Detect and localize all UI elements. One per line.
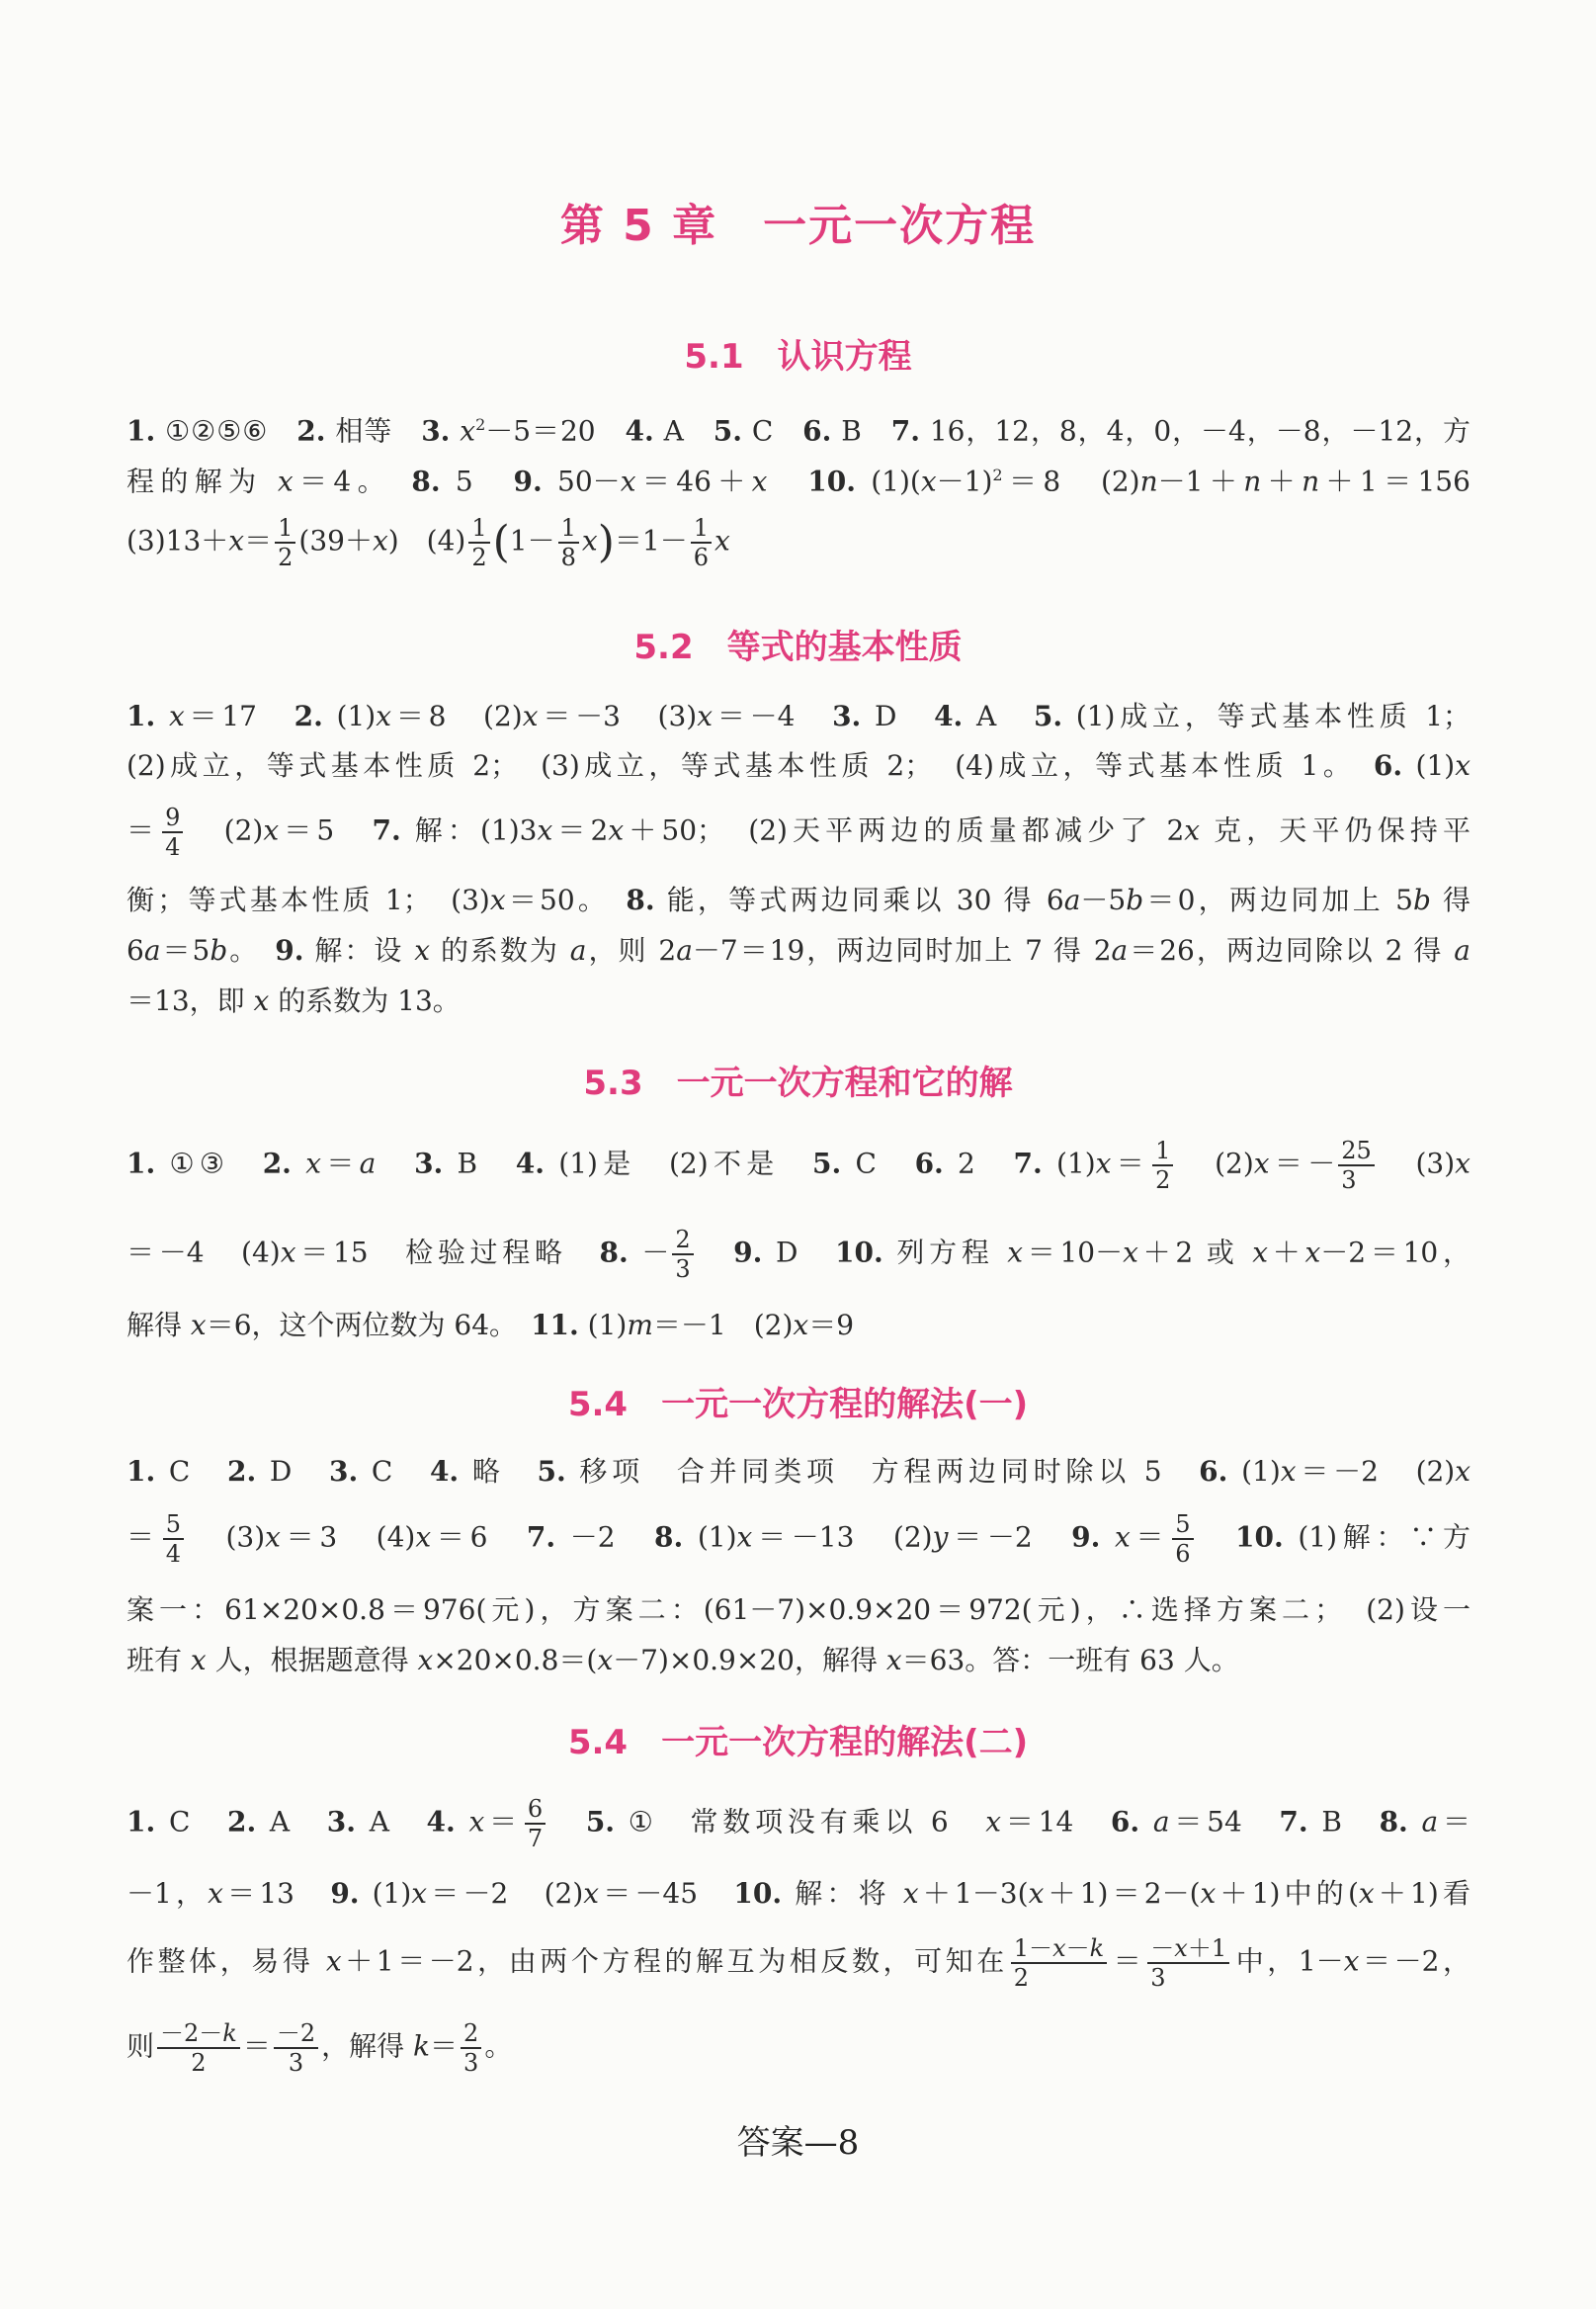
answer-line: 1. ①③ 2. x＝a 3. B 4. (1)是 (2)不是 5. C 6. 2 7. (1)x＝ $\frac{1}{2}$ (2)x＝－ $\frac{25}{3}$ (3)x [126, 1137, 1470, 1194]
answer-line: 作整体，易得 x＋1＝－2，由两个方程的解互为相反数，可知在 $\frac{1-x-k}{2}$ ＝ $\frac{-x+1}{3}$ 中，1－x＝－2， [126, 1934, 1470, 1992]
answer-line: 解得 x＝6，这个两位数为 64。 11. (1)m＝－1 (2)x＝9 [126, 1309, 855, 1341]
answer-line: 程的解为 x＝4。 8. 5 9. 50－x＝46＋x 10. $(1)(x-1)^2=8$ (2)n－1＋n＋n＋1＝156 [126, 465, 1470, 498]
answer-line: 则 $\frac{-2-k}{2}$ ＝ $\frac{-2}{3}$ ，解得 k＝ $\frac{2}{3}$ 。 [126, 2019, 513, 2077]
section-title-5-4-b: 5.4 一元一次方程的解法(二) [567, 1723, 1029, 1762]
answer-line: 1. x＝17 2. (1)x＝8 (2)x＝－3 (3)x＝－4 3. D 4. A 5. (1)成立，等式基本性质 1； [126, 700, 1471, 732]
answer-line: 1. C 2. D 3. C 4. 略 5. 移项 合并同类项 方程两边同时除以 5 6. (1)x＝－2 (2)x [126, 1455, 1471, 1488]
answer-line: 6a＝5b。 9. 解：设 x 的系数为 a，则 2a－7＝19，两边同时加上 7 得 2a＝26，两边同除以 2 得 a [126, 934, 1470, 967]
page-number: 答案—8 [736, 2123, 860, 2163]
section-title-5-2: 5.2 等式的基本性质 [633, 628, 963, 667]
answer-line: 衡；等式基本性质 1； (3)x＝50。 8. 能，等式两边同乘以 30 得 6a－5b＝0，两边同加上 5b 得 [126, 884, 1470, 916]
answer-line: －1，x＝13 9. (1)x＝－2 (2)x＝－45 10. 解：将 x＋1－3(x＋1)＝2－(x＋1)中的(x＋1)看 [126, 1877, 1470, 1910]
answer-line: (2)成立，等式基本性质 2； (3)成立，等式基本性质 2； (4)成立，等式基本性质 1。 6. (1)x [126, 749, 1471, 782]
answer-line: ＝ $\frac{9}{4}$ (2)x＝5 7. 解：(1)3x＝2x＋50； (2)天平两边的质量都减少了 2x 克，天平仍保持平 [126, 804, 1470, 861]
section-title-5-4-a: 5.4 一元一次方程的解法(一) [567, 1385, 1029, 1424]
answer-line: ＝13，即 x 的系数为 13。 [126, 984, 461, 1017]
answer-line: (3)13＋x＝ $\frac{1}{2}$ (39＋x) (4) $\frac{1}{2}$ (1－ $\frac{1}{8}$ x)＝1－ $\frac{1}{6}$ x [126, 514, 730, 571]
answer-line: ＝－4 (4)x＝15 检验过程略 8. － $\frac{2}{3}$ 9. D 10. 列方程 x＝10－x＋2 或 x＋x－2＝10， [126, 1226, 1470, 1283]
answer-line: ＝ $\frac{5}{4}$ (3)x＝3 (4)x＝6 7. －2 8. (1)x＝－13 (2)y＝－2 9. x＝ $\frac{5}{6}$ 10. (1)解：∵方 [126, 1510, 1470, 1568]
section-title-5-1: 5.1 认识方程 [684, 337, 912, 377]
chapter-title: 第 5 章 一元一次方程 [559, 201, 1037, 251]
answer-line: 班有 x 人，根据题意得 x×20×0.8＝(x－7)×0.9×20，解得 x＝63。答：一班有 63 人。 [126, 1644, 1239, 1676]
answer-line: 1. ①②⑤⑥ 2. 相等 3. $x^2-5=20$ 4. A 5. C 6. B 7. 16，12，8，4，0，－4，－8，－12，方 [126, 414, 1471, 448]
answer-line: 案一：61×20×0.8＝976(元)，方案二：(61－7)×0.9×20＝972(元)，∴选择方案二； (2)设一 [126, 1593, 1470, 1626]
answer-line: 1. C 2. A 3. A 4. x＝ $\frac{6}{7}$ 5. ① 常数项没有乘以 6 x＝14 6. a＝54 7. B 8. a＝ [126, 1795, 1471, 1852]
section-title-5-3: 5.3 一元一次方程和它的解 [583, 1064, 1013, 1103]
